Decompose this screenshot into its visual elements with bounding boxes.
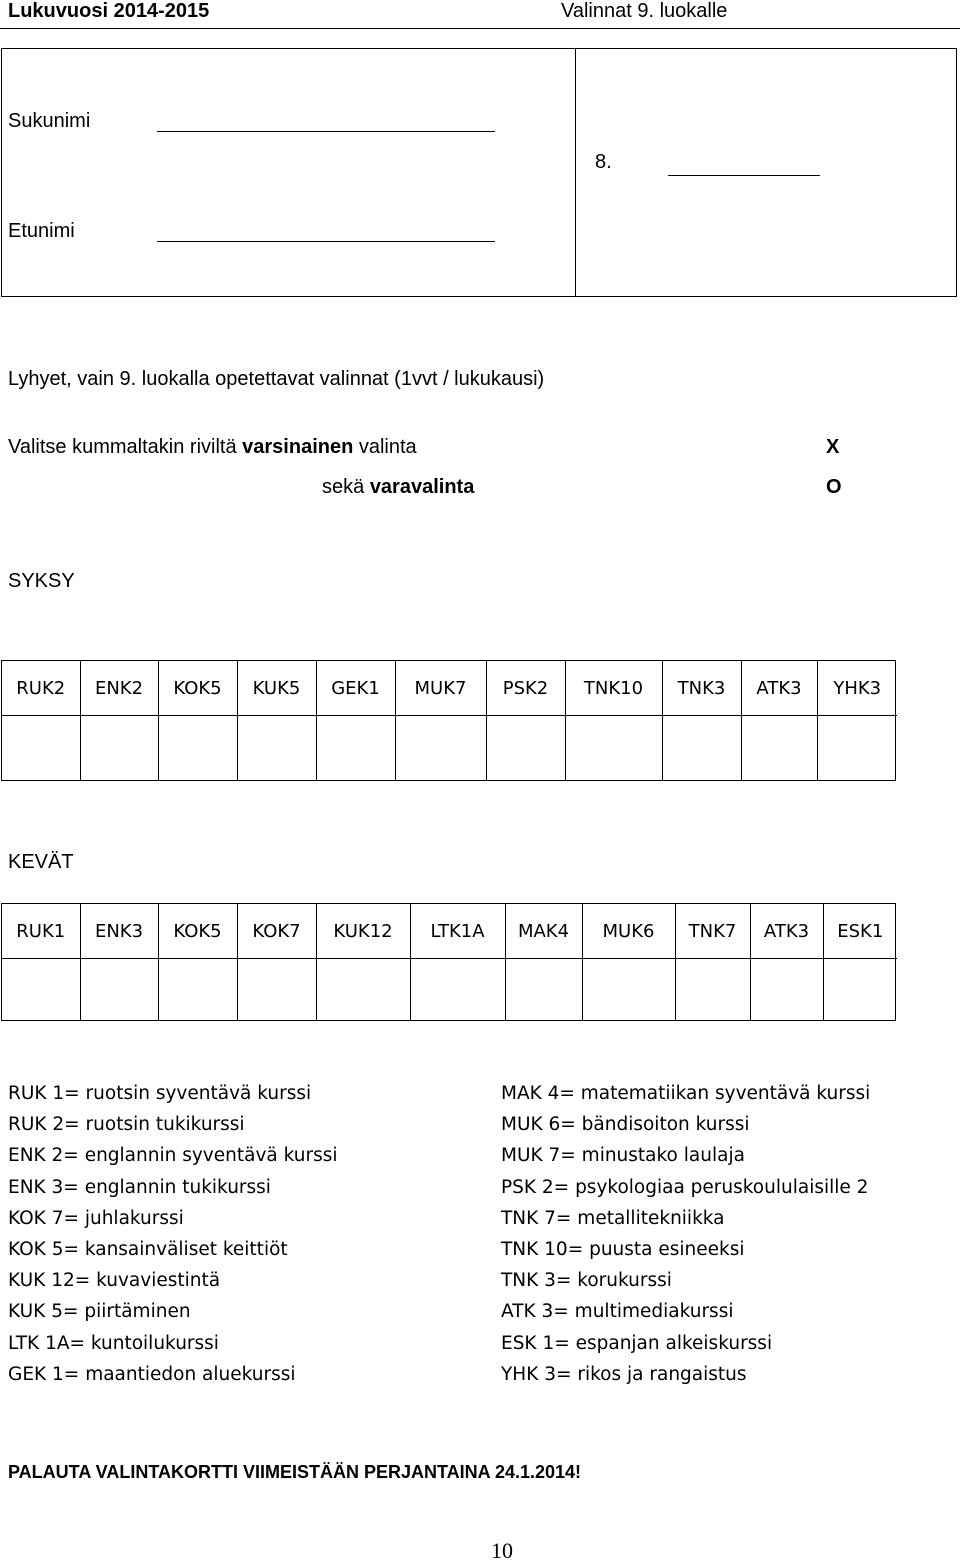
spring-choice-cell[interactable] [316,959,410,1021]
legend-item: RUK 2= ruotsin tukikurssi [8,1114,245,1135]
autumn-course-header: TNK10 [565,661,662,716]
intro-text: Lyhyet, vain 9. luokalla opetettavat valinnat (1vvt / lukukausi) [8,368,545,390]
autumn-choice-cell[interactable] [316,716,395,781]
name-box-divider [575,49,576,296]
document-title: Valinnat 9. luokalle [561,0,728,22]
autumn-course-header: PSK2 [486,661,565,716]
legend-item: LTK 1A= kuntoilukurssi [8,1333,219,1354]
legend-item: MUK 7= minustako laulaja [501,1145,745,1166]
legend-item: MUK 6= bändisoiton kurssi [501,1114,750,1135]
surname-label: Sukunimi [8,110,91,132]
legend-item: PSK 2= psykologiaa peruskoululaisille 2 [501,1177,869,1198]
class-label: 8. [595,151,612,173]
autumn-choice-cell[interactable] [80,716,158,781]
autumn-course-header: ENK2 [80,661,158,716]
legend-item: MAK 4= matematiikan syventävä kurssi [501,1083,871,1104]
autumn-heading: SYKSY [8,570,75,592]
instruction-primary: Valitse kummaltakin riviltä varsinainen valinta [8,436,417,458]
spring-course-grid [1,903,896,1021]
spring-course-header: LTK1A [410,904,505,959]
firstname-label: Etunimi [8,220,75,242]
legend-item: TNK 10= puusta esineeksi [501,1239,745,1260]
autumn-choice-cell[interactable] [817,716,897,781]
autumn-course-header: GEK1 [316,661,395,716]
spring-heading: KEVÄT [8,851,74,873]
spring-choice-cell[interactable] [750,959,823,1021]
autumn-choice-cell[interactable] [662,716,741,781]
spring-course-header: KUK12 [316,904,410,959]
spring-course-header: ESK1 [823,904,897,959]
primary-choice-mark: X [826,436,840,458]
autumn-choice-cell[interactable] [2,716,80,781]
autumn-course-header: TNK3 [662,661,741,716]
firstname-field[interactable] [157,241,495,242]
spring-course-header: MUK6 [582,904,675,959]
spring-course-header: RUK1 [2,904,80,959]
legend-item: YHK 3= rikos ja rangaistus [501,1364,747,1385]
spring-course-header: KOK7 [237,904,316,959]
spring-choice-cell[interactable] [505,959,582,1021]
autumn-course-grid [1,660,896,781]
name-box [1,48,957,297]
autumn-course-header: MUK7 [395,661,486,716]
autumn-choice-cell[interactable] [395,716,486,781]
spring-course-header: ENK3 [80,904,158,959]
spring-course-header: TNK7 [675,904,750,959]
spring-course-header: ATK3 [750,904,823,959]
autumn-course-header: RUK2 [2,661,80,716]
legend-item: KOK 5= kansainväliset keittiöt [8,1239,288,1260]
school-year-heading: Lukuvuosi 2014-2015 [8,0,210,22]
spring-choice-cell[interactable] [410,959,505,1021]
autumn-course-header: ATK3 [741,661,817,716]
autumn-choice-cell[interactable] [237,716,316,781]
spring-choice-cell[interactable] [823,959,897,1021]
legend-item: ATK 3= multimediakurssi [501,1301,734,1322]
autumn-course-header: KUK5 [237,661,316,716]
autumn-choice-cell[interactable] [741,716,817,781]
surname-field[interactable] [157,131,495,132]
autumn-course-header: KOK5 [158,661,237,716]
legend-item: ESK 1= espanjan alkeiskurssi [501,1333,773,1354]
autumn-choice-cell[interactable] [158,716,237,781]
instruction-backup: sekä varavalinta [322,476,475,498]
spring-choice-cell[interactable] [582,959,675,1021]
spring-choice-cell[interactable] [237,959,316,1021]
legend-item: KUK 5= piirtäminen [8,1301,191,1322]
autumn-choice-cell[interactable] [565,716,662,781]
backup-choice-mark: O [826,476,842,498]
spring-choice-cell[interactable] [158,959,237,1021]
autumn-choice-cell[interactable] [486,716,565,781]
legend-item: ENK 2= englannin syventävä kurssi [8,1145,338,1166]
spring-choice-cell[interactable] [80,959,158,1021]
legend-item: KOK 7= juhlakurssi [8,1208,184,1229]
spring-course-header: MAK4 [505,904,582,959]
spring-course-header: KOK5 [158,904,237,959]
legend-item: TNK 3= korukurssi [501,1270,672,1291]
spring-choice-cell[interactable] [675,959,750,1021]
class-field[interactable] [668,175,820,176]
autumn-course-header: YHK3 [817,661,897,716]
page-number: 10 [491,1538,513,1563]
spring-choice-cell[interactable] [2,959,80,1021]
return-deadline-notice: PALAUTA VALINTAKORTTI VIIMEISTÄÄN PERJANTAINA 24.1.2014! [8,1462,582,1482]
legend-item: GEK 1= maantiedon aluekurssi [8,1364,296,1385]
legend-item: KUK 12= kuvaviestintä [8,1270,221,1291]
legend-item: ENK 3= englannin tukikurssi [8,1177,271,1198]
legend-item: TNK 7= metallitekniikka [501,1208,725,1229]
header-rule [0,28,960,29]
legend-item: RUK 1= ruotsin syventävä kurssi [8,1083,312,1104]
